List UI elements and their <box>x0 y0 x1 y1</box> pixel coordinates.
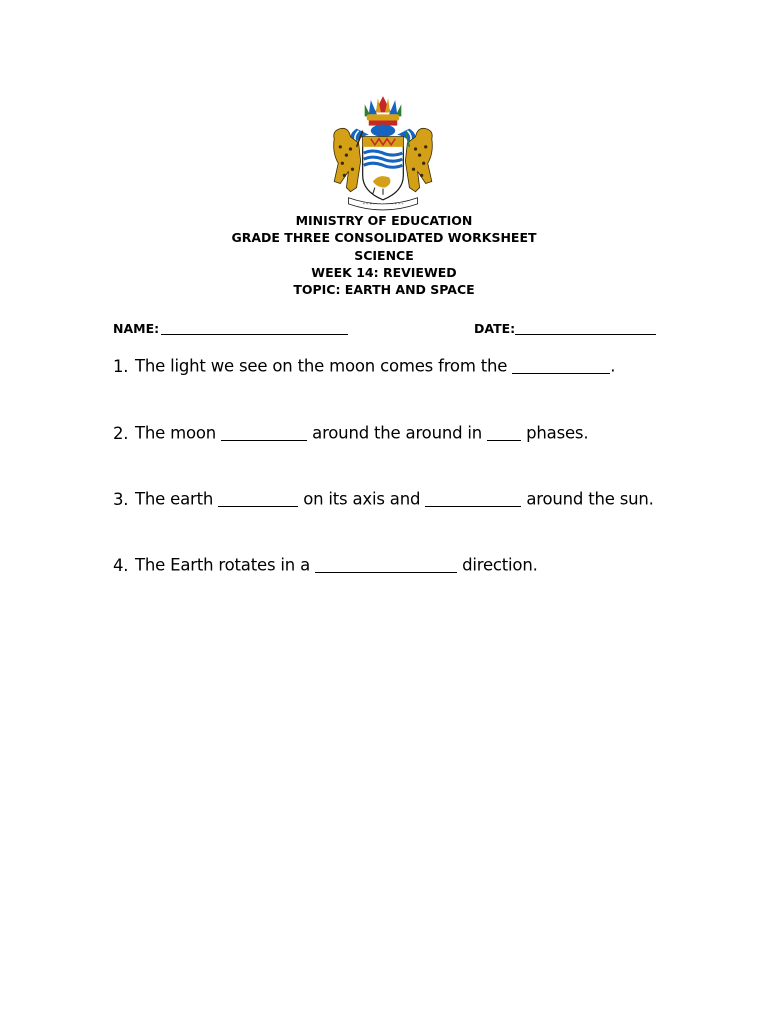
coat-of-arms-icon <box>322 90 444 212</box>
week-title: WEEK 14: REVIEWED <box>311 264 457 280</box>
question-number: 2. <box>113 423 129 443</box>
question-text: The Earth rotates in a <box>135 555 310 575</box>
name-field[interactable] <box>161 334 348 335</box>
worksheet-title: GRADE THREE CONSOLIDATED WORKSHEET <box>231 230 537 246</box>
answer-blank[interactable] <box>315 555 457 573</box>
topic-title: TOPIC: EARTH AND SPACE <box>293 282 475 298</box>
question-text: The light we see on the moon comes from the <box>135 356 508 376</box>
question-number: 4. <box>113 555 129 575</box>
question-text: around the around in <box>312 423 483 443</box>
answer-blank[interactable] <box>512 356 610 374</box>
question-text: . <box>610 356 616 376</box>
question-text: on its axis and <box>303 489 421 509</box>
question-4 <box>113 555 538 575</box>
question-text: phases. <box>526 423 589 443</box>
subject-title: SCIENCE <box>354 247 414 263</box>
question-text: around the sun. <box>526 489 654 509</box>
question-text: The moon <box>135 423 217 443</box>
date-field[interactable] <box>515 334 656 335</box>
question-text: direction. <box>462 555 538 575</box>
answer-blank[interactable] <box>487 423 521 441</box>
answer-blank[interactable] <box>221 423 307 441</box>
shield <box>363 137 404 200</box>
name-label: NAME: <box>113 321 160 336</box>
answer-blank[interactable] <box>218 489 298 507</box>
question-text: The earth <box>135 489 214 509</box>
question-1 <box>113 356 615 376</box>
question-number: 3. <box>113 489 129 509</box>
ministry-title: MINISTRY OF EDUCATION <box>295 213 473 228</box>
question-2 <box>113 423 588 443</box>
answer-blank[interactable] <box>425 489 521 507</box>
question-3 <box>113 489 654 509</box>
date-label: DATE: <box>474 321 516 336</box>
question-number: 1. <box>113 356 129 376</box>
headdress <box>365 96 402 125</box>
worksheet-header <box>0 212 768 298</box>
